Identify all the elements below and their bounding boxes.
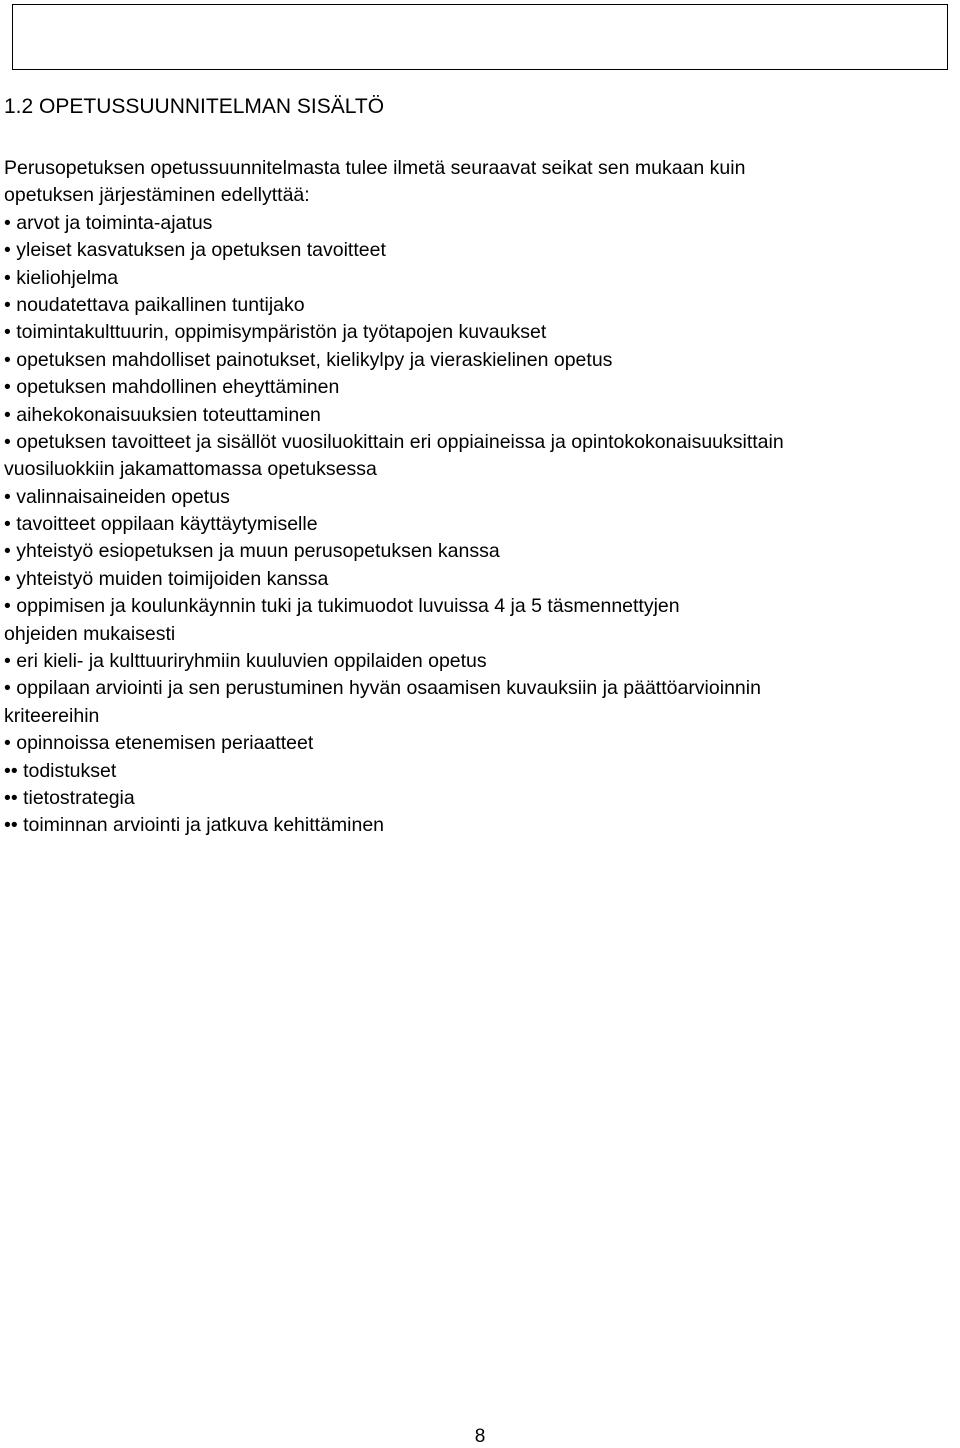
list-item: • opetuksen tavoitteet ja sisällöt vuosiluokittain eri oppiaineissa ja opintokokonaisuuksittain bbox=[4, 430, 784, 453]
section-heading: 1.2 OPETUSSUUNNITELMAN SISÄLTÖ bbox=[4, 95, 385, 118]
list-item: •• tietostrategia bbox=[4, 786, 135, 809]
intro-line: Perusopetuksen opetussuunnitelmasta tulee ilmetä seuraavat seikat sen mukaan kuin bbox=[4, 157, 746, 179]
list-item: • opetuksen mahdollinen eheyttäminen bbox=[4, 376, 340, 399]
list-item: • kieliohjelma bbox=[4, 266, 119, 289]
list-item: • opetuksen mahdolliset painotukset, kielikylpy ja vieraskielinen opetus bbox=[4, 348, 613, 371]
body-text bbox=[4, 155, 956, 840]
list-item-continuation: ohjeiden mukaisesti bbox=[4, 622, 176, 645]
list-item: • yleiset kasvatuksen ja opetuksen tavoitteet bbox=[4, 239, 386, 262]
list-item: • toimintakulttuurin, oppimisympäristön ja työtapojen kuvaukset bbox=[4, 321, 547, 344]
page-number: 8 bbox=[474, 1426, 486, 1447]
list-item: • aihekokonaisuuksien toteuttaminen bbox=[4, 403, 321, 426]
header-box bbox=[12, 4, 948, 70]
list-item: • eri kieli- ja kulttuuriryhmiin kuuluvien oppilaiden opetus bbox=[4, 650, 487, 673]
list-item-continuation: vuosiluokkiin jakamattomassa opetuksessa bbox=[4, 458, 377, 481]
list-item: • oppimisen ja koulunkäynnin tuki ja tukimuodot luvuissa 4 ja 5 täsmennettyjen bbox=[4, 595, 680, 618]
list-item: • valinnaisaineiden opetus bbox=[4, 485, 230, 508]
list-item: •• todistukset bbox=[4, 759, 117, 782]
list-item-continuation: kriteereihin bbox=[4, 704, 100, 727]
list-item: • yhteistyö muiden toimijoiden kanssa bbox=[4, 567, 329, 590]
intro-line: opetuksen järjestäminen edellyttää: bbox=[4, 184, 310, 207]
list-item: • noudatettava paikallinen tuntijako bbox=[4, 293, 305, 316]
list-item: • yhteistyö esiopetuksen ja muun perusopetuksen kanssa bbox=[4, 540, 500, 563]
list-item: •• toiminnan arviointi ja jatkuva kehittäminen bbox=[4, 814, 385, 837]
list-item: • tavoitteet oppilaan käyttäytymiselle bbox=[4, 513, 318, 536]
list-item: • oppilaan arviointi ja sen perustuminen hyvän osaamisen kuvauksiin ja päättöarvioinnin bbox=[4, 677, 761, 700]
list-item: • arvot ja toiminta-ajatus bbox=[4, 211, 213, 234]
list-item: • opinnoissa etenemisen periaatteet bbox=[4, 732, 314, 755]
